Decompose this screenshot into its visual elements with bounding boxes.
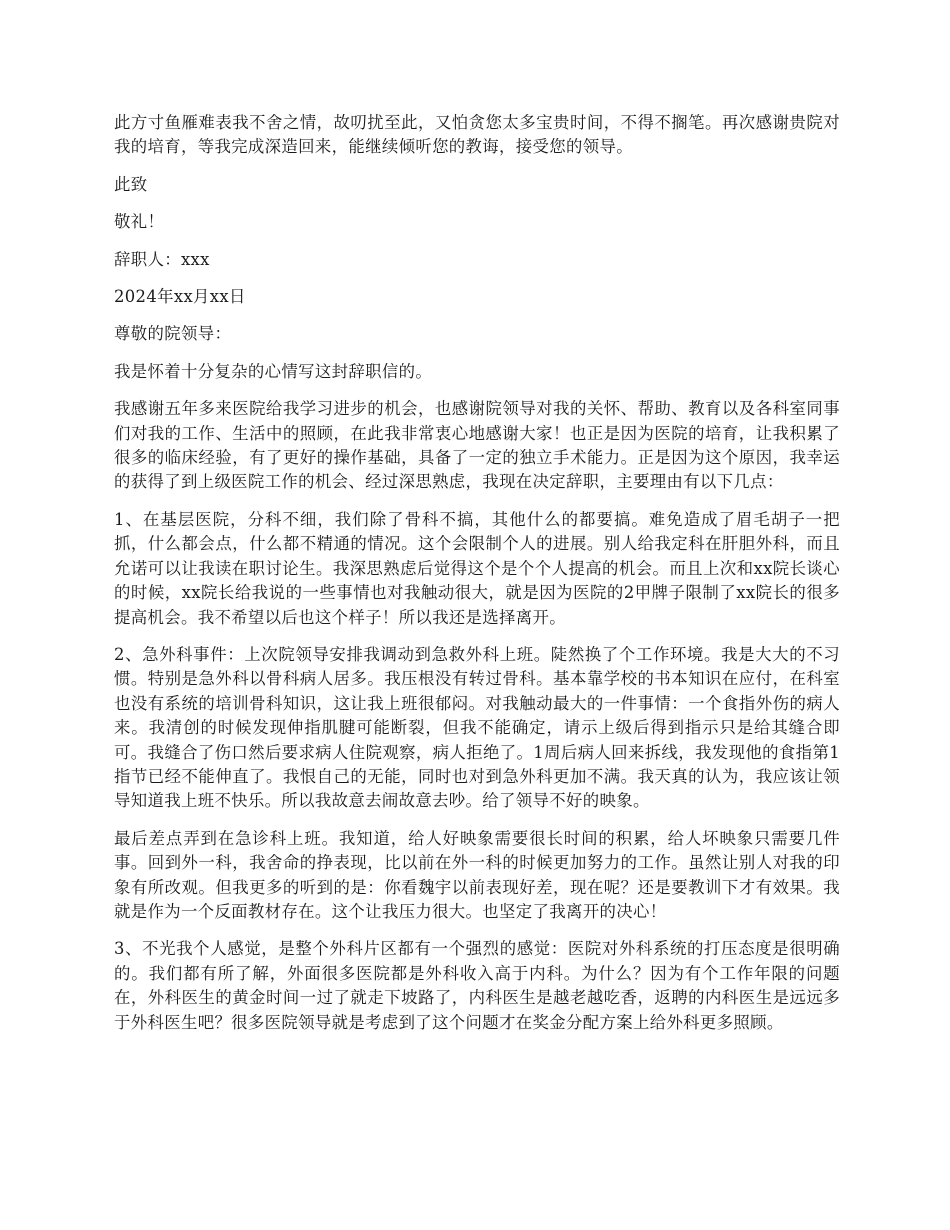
reason-two-paragraph: 2、急外科事件：上次院领导安排我调动到急救外科上班。陡然换了个工作环境。我是大大的不习惯。特别是急外科以骨科病人居多。我压根没有转过骨科。基本靠学校的书本知识在应付，在科室也没有系统的培训骨科知识，这让我上班很郁闷。对我触动最大的一件事情：一个食指外伤的病人来。我清创的时候发现伸指肌腱可能断裂，但我不能确定，请示上级后得到指示只是给其缝合即可。我缝合了伤口然后要求病人住院观察，病人拒绝了。1周后病人回来拆线，我发现他的食指第1指节已经不能伸直了。我恨自己的无能，同时也对到急外科更加不满。我天真的认为，我应该让领导知道我上班不快乐。所以我故意去闹故意去吵。给了领导不好的映象。 [114,644,840,811]
reason-one-paragraph: 1、在基层医院，分科不细，我们除了骨科不搞，其他什么的都要搞。难免造成了眉毛胡子一把抓，什么都会点，什么都不精通的情况。这个会限制个人的进展。别人给我定科在肝胆外科，而且允诺可以让我读在职讨论生。我深思熟虑后觉得这个是个个人提高的机会。而且上次和xx院长谈心的时候，xx院长给我说的一些事情也对我触动很大，就是因为医院的2甲牌子限制了xx院长的很多提高机会。我不希望以后也这个样子！所以我还是选择离开。 [114,509,840,627]
aftermath-paragraph: 最后差点弄到在急诊科上班。我知道，给人好映象需要很长时间的积累，给人坏映象只需要几件事。回到外一科，我舍命的挣表现，比以前在外一科的时候更加努力的工作。虽然让别人对我的印象有所改观。但我更多的听到的是：你看魏宇以前表现好差，现在呢？还是要教训下才有效果。我就是作为一个反面教材存在。这个让我压力很大。也坚定了我离开的决心！ [114,828,840,921]
opening-sentence: 我是怀着十分复杂的心情写这封辞职信的。 [114,361,433,381]
salutation-cizhi: 此致 [114,174,148,194]
greeting-line: 尊敬的院领导： [114,324,232,344]
reason-three-paragraph: 3、不光我个人感觉，是整个外科片区都有一个强烈的感觉：医院对外科系统的打压态度是很明确的。我们都有所了解，外面很多医院都是外科收入高于内科。为什么？因为有个工作年限的问题在，外科医生的黄金时间一过了就走下坡路了，内科医生是越老越吃香，返聘的内科医生是远远多于外科医生吧？很多医院领导就是考虑到了这个问题才在奖金分配方案上给外科更多照顾。 [114,939,840,1032]
gratitude-paragraph: 我感谢五年多来医院给我学习进步的机会，也感谢院领导对我的关怀、帮助、教育以及各科室同事们对我的工作、生活中的照顾，在此我非常衷心地感谢大家！也正是因为医院的培育，让我积累了很多的临床经验，有了更好的操作基础，具备了一定的独立手术能力。正是因为这个原因，我幸运的获得了到上级医院工作的机会、经过深思熟虑，我现在决定辞职，主要理由有以下几点： [114,399,840,492]
closing-paragraph: 此方寸鱼雁难表我不舍之情，故叨扰至此，又怕贪您太多宝贵时间，不得不搁笔。再次感谢贵院对我的培育，等我完成深造回来，能继续倾听您的教诲，接受您的领导。 [114,113,840,157]
date-line: 2024年xx月xx日 [114,287,246,307]
salutation-jingli: 敬礼！ [114,212,165,232]
document-page [114,111,840,1048]
signature-line: 辞职人：xxx [114,249,210,269]
